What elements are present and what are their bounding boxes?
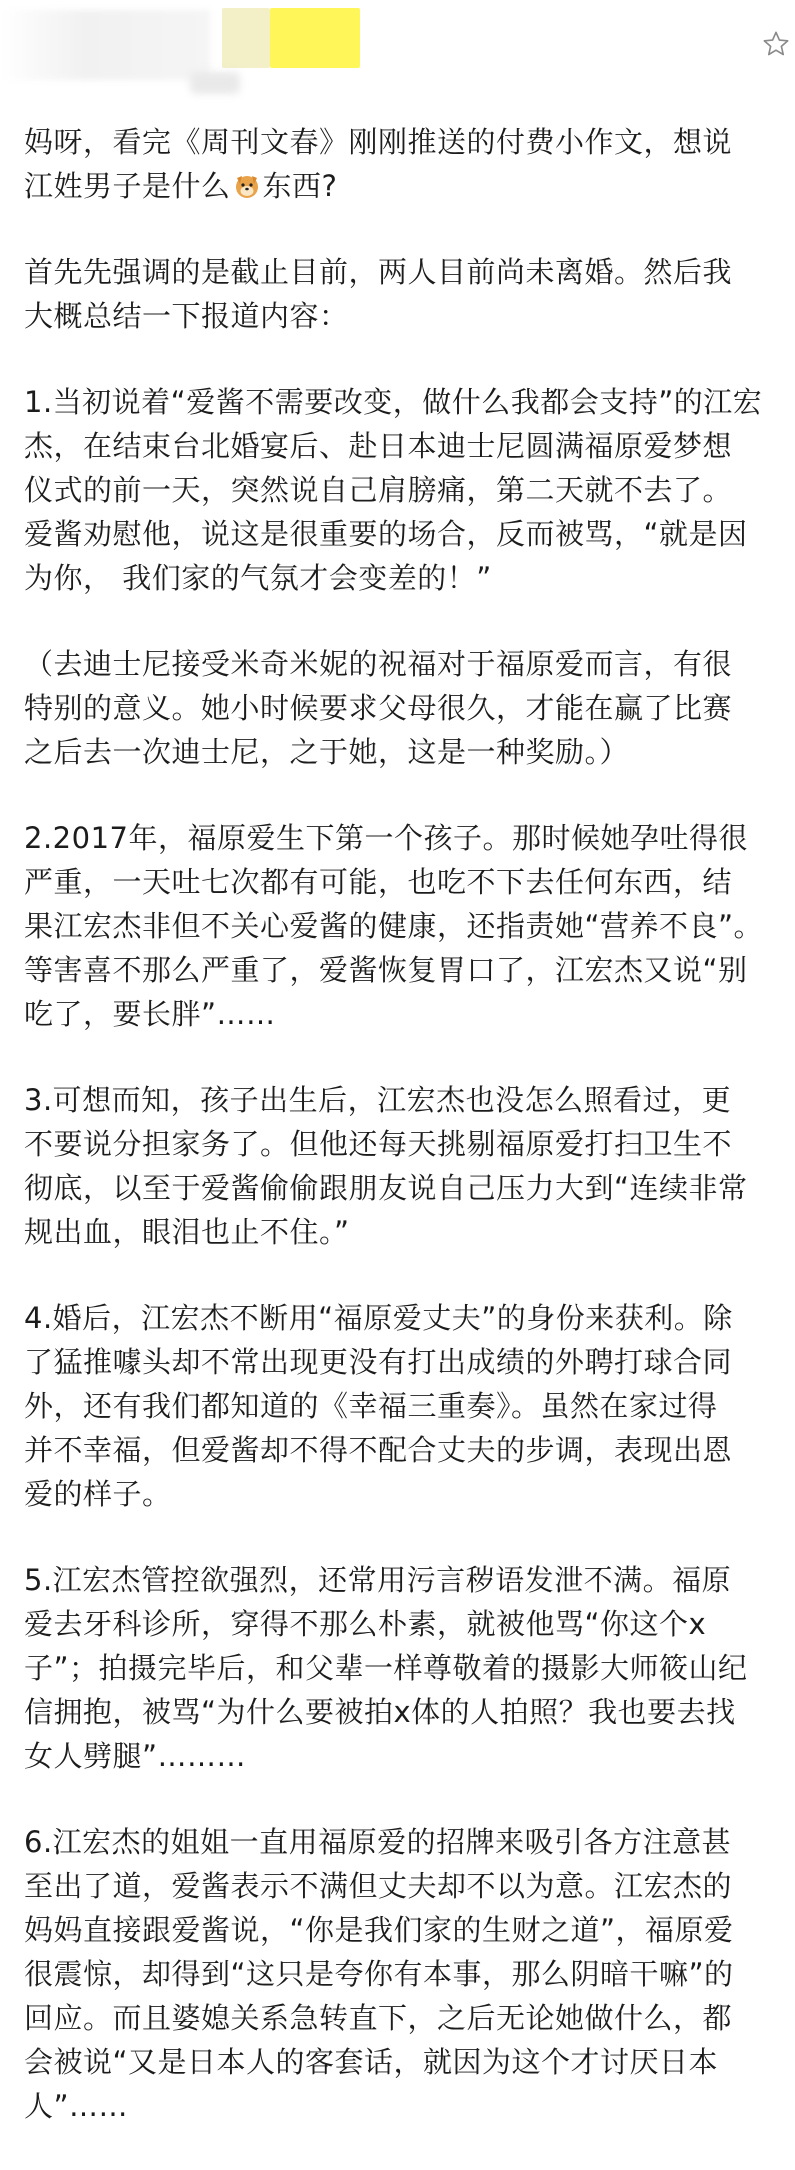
text-line: 彻底，以至于爱酱偷偷跟朋友说自己压力大到“连续非常 [24,1171,748,1205]
text-line: 严重，一天吐七次都有可能，也吃不下去任何东西，结 [24,865,733,899]
paragraph-point-4 [24,1296,784,1516]
paragraph-point-3 [24,1078,784,1254]
paragraph-note [24,642,784,774]
text-line: 了猛推噱头却不常出现更没有打出成绩的外聘打球合同 [24,1345,733,1379]
text-line: 等害喜不那么严重了，爱酱恢复胃口了，江宏杰又说“别 [24,953,748,987]
blurred-username [222,8,270,68]
blurred-avatar [0,10,210,80]
text-line [24,164,784,208]
text-line: 很震惊，却得到“这只是夸你有本事，那么阴暗干嘛”的 [24,1957,734,1991]
text-line: 回应。而且婆媳关系急转直下，之后无论她做什么，都 [24,2001,733,2035]
text-line: 大概总结一下报道内容： [24,299,349,333]
text-line: 3.可想而知，孩子出生后，江宏杰也没怎么照看过，更 [24,1083,732,1117]
censor-block [270,8,360,68]
text-line: 6.江宏杰的姐姐一直用福原爱的招牌来吸引各方注意甚 [24,1825,732,1859]
text-line: 会被说“又是日本人的客套话，就因为这个才讨厌日本 [24,2045,719,2079]
paragraph-point-2 [24,816,784,1036]
paragraph-point-5 [24,1558,784,1778]
paragraph-summary-intro [24,250,784,338]
text-line: 爱去牙科诊所，穿得不那么朴素，就被他骂“你这个x [24,1607,707,1641]
text-line: 之后去一次迪士尼，之于她，这是一种奖励。） [24,735,630,769]
text-line: 外，还有我们都知道的《幸福三重奏》。虽然在家过得 [24,1389,718,1423]
text-line: 妈呀，看完《周刊文春》刚刚推送的付费小作文，想说 [24,125,733,159]
text-line: 并不幸福，但爱酱却不得不配合丈夫的步调，表现出恩 [24,1433,733,1467]
blurred-timestamp [190,72,240,94]
dog-face-emoji-icon [233,172,261,200]
text-line: 人”…… [24,2089,129,2123]
text-line: 信拥抱，被骂“为什么要被拍x体的人拍照？我也要去找 [24,1695,736,1729]
text-line: 果江宏杰非但不关心爱酱的健康，还指责她“营养不良”。 [24,909,764,943]
text-fragment: 东西? [262,169,338,203]
paragraph-point-6 [24,1820,784,2128]
post-header [0,0,795,112]
text-line: 吃了，要长胖”…… [24,997,276,1031]
text-line: 5.江宏杰管控欲强烈，还常用污言秽语发泄不满。福原 [24,1563,732,1597]
text-fragment: 江姓男子是什么 [24,169,231,203]
text-line: 1.当初说着“爱酱不需要改变，做什么我都会支持”的江宏 [24,385,763,419]
paragraph-point-1 [24,380,784,600]
text-line: 规出血，眼泪也止不住。” [24,1215,350,1249]
text-line: 爱的样子。 [24,1477,172,1511]
text-line: 首先先强调的是截止目前，两人目前尚未离婚。然后我 [24,255,733,289]
text-line: 特别的意义。她小时候要求父母很久，才能在赢了比赛 [24,691,733,725]
text-line: 妈妈直接跟爱酱说，“你是我们家的生财之道”，福原爱 [24,1913,734,1947]
text-line: 子”；拍摄完毕后，和父辈一样尊敬着的摄影大师筱山纪 [24,1651,748,1685]
text-line: 爱酱劝慰他，说这是很重要的场合，反而被骂，“就是因 [24,517,748,551]
text-line: 2.2017年，福原爱生下第一个孩子。那时候她孕吐得很 [24,821,748,855]
text-line: 至出了道，爱酱表示不满但丈夫却不以为意。江宏杰的 [24,1869,733,1903]
intro-paragraph [24,120,784,208]
text-line: 为你， 我们家的气氛才会变差的！” [24,561,492,595]
text-line: 不要说分担家务了。但他还每天挑剔福原爱打扫卫生不 [24,1127,733,1161]
text-line: 4.婚后，江宏杰不断用“福原爱丈夫”的身份来获利。除 [24,1301,733,1335]
text-line: 杰，在结束台北婚宴后、赴日本迪士尼圆满福原爱梦想 [24,429,733,463]
text-line: 女人劈腿”……… [24,1739,247,1773]
text-line: （去迪士尼接受米奇米妮的祝福对于福原爱而言，有很 [24,647,733,681]
text-line: 仪式的前一天，突然说自己肩膀痛，第二天就不去了。 [24,473,733,507]
star-outline-icon[interactable] [762,30,790,58]
post-body [24,120,784,2170]
